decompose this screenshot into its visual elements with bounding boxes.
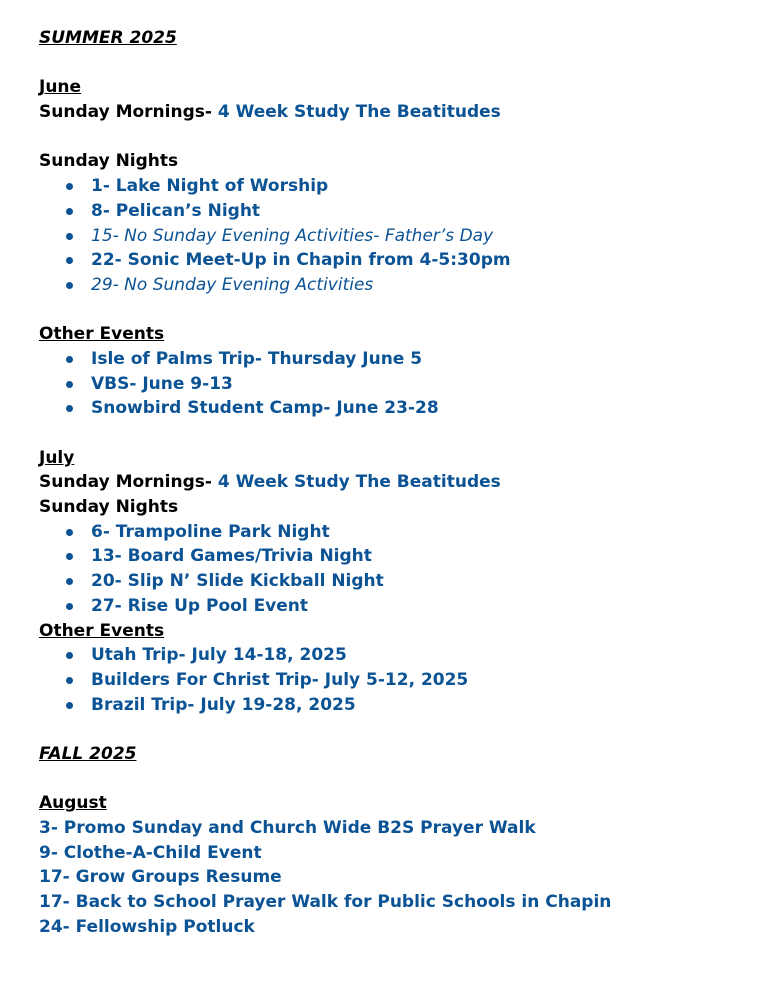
list-item-text: VBS- June 9-13	[91, 373, 233, 394]
july-heading: July	[39, 447, 75, 468]
list-item	[39, 569, 780, 594]
bullet-icon	[66, 405, 73, 412]
august-heading: August	[39, 793, 107, 814]
june-sunday-mornings	[39, 100, 780, 125]
list-item	[39, 248, 780, 273]
list-item-text: 1- Lake Night of Worship	[91, 176, 329, 197]
list-item	[39, 347, 780, 372]
list-item	[39, 199, 780, 224]
list-item-text: Utah Trip- July 14-18, 2025	[91, 645, 347, 666]
june-sunday-mornings-label: Sunday Mornings-	[39, 102, 218, 123]
bullet-icon	[66, 208, 73, 215]
list-item	[39, 643, 780, 668]
list-item-text: 8- Pelican’s Night	[91, 200, 261, 221]
list-item	[39, 668, 780, 693]
spacer	[39, 717, 780, 742]
list-item-text: Snowbird Student Camp- June 23-28	[91, 398, 439, 419]
bullet-icon	[66, 578, 73, 585]
list-item-text: 13- Board Games/Trivia Night	[91, 546, 372, 567]
list-item-text: Isle of Palms Trip- Thursday June 5	[91, 348, 423, 369]
list-item-text: 22- Sonic Meet-Up in Chapin from 4-5:30pm	[91, 250, 511, 271]
july-other-events-label: Other Events	[39, 620, 165, 641]
july-sunday-mornings	[39, 470, 780, 495]
list-item-text: 15- No Sunday Evening Activities- Father’s Day	[91, 225, 494, 246]
july-sunday-mornings-label: Sunday Mornings-	[39, 472, 218, 493]
august-event: 3- Promo Sunday and Church Wide B2S Prayer Walk	[39, 818, 536, 838]
june-sunday-nights-list	[39, 174, 780, 297]
june-other-events-list	[39, 347, 780, 421]
list-item	[39, 594, 780, 619]
list-item-text: 29- No Sunday Evening Activities	[91, 274, 374, 295]
bullet-icon	[66, 381, 73, 388]
bullet-icon	[66, 356, 73, 363]
august-event: 17- Back to School Prayer Walk for Public Schools in Chapin	[39, 892, 612, 913]
list-item	[39, 544, 780, 569]
list-item	[39, 372, 780, 397]
spacer	[39, 125, 780, 150]
summer-heading: SUMMER 2025	[39, 28, 177, 48]
july-sunday-mornings-value: 4 Week Study The Beatitudes	[217, 472, 501, 493]
june-other-events-label: Other Events	[39, 324, 165, 345]
august-event: 9- Clothe-A-Child Event	[39, 842, 262, 863]
list-item	[39, 273, 780, 298]
bullet-icon	[66, 233, 73, 240]
june-heading: June	[39, 77, 82, 98]
bullet-icon	[66, 282, 73, 289]
bullet-icon	[66, 677, 73, 684]
bullet-icon	[66, 603, 73, 610]
spacer	[39, 767, 780, 792]
list-item	[39, 396, 780, 421]
list-item-text: Builders For Christ Trip- July 5-12, 2025	[91, 669, 469, 690]
spacer	[39, 298, 780, 323]
june-sunday-nights-label: Sunday Nights	[39, 151, 179, 172]
july-sunday-nights-label: Sunday Nights	[39, 497, 179, 518]
list-item	[39, 224, 780, 249]
bullet-icon	[66, 652, 73, 659]
july-other-events-list	[39, 643, 780, 717]
list-item	[39, 520, 780, 545]
list-item	[39, 174, 780, 199]
bullet-icon	[66, 702, 73, 709]
list-item-text: 6- Trampoline Park Night	[91, 521, 330, 542]
list-item-text: Brazil Trip- July 19-28, 2025	[91, 694, 356, 715]
list-item-text: 27- Rise Up Pool Event	[91, 595, 309, 616]
bullet-icon	[66, 183, 73, 190]
june-sunday-mornings-value: 4 Week Study The Beatitudes	[217, 102, 501, 123]
august-event: 24- Fellowship Potluck	[39, 916, 255, 937]
spacer	[39, 421, 780, 446]
august-event: 17- Grow Groups Resume	[39, 867, 282, 888]
fall-heading: FALL 2025	[39, 743, 137, 764]
bullet-icon	[66, 553, 73, 560]
bullet-icon	[66, 529, 73, 536]
list-item	[39, 693, 780, 718]
list-item-text: 20- Slip N’ Slide Kickball Night	[91, 571, 384, 592]
spacer	[39, 51, 780, 76]
july-sunday-nights-list	[39, 520, 780, 619]
bullet-icon	[66, 257, 73, 264]
